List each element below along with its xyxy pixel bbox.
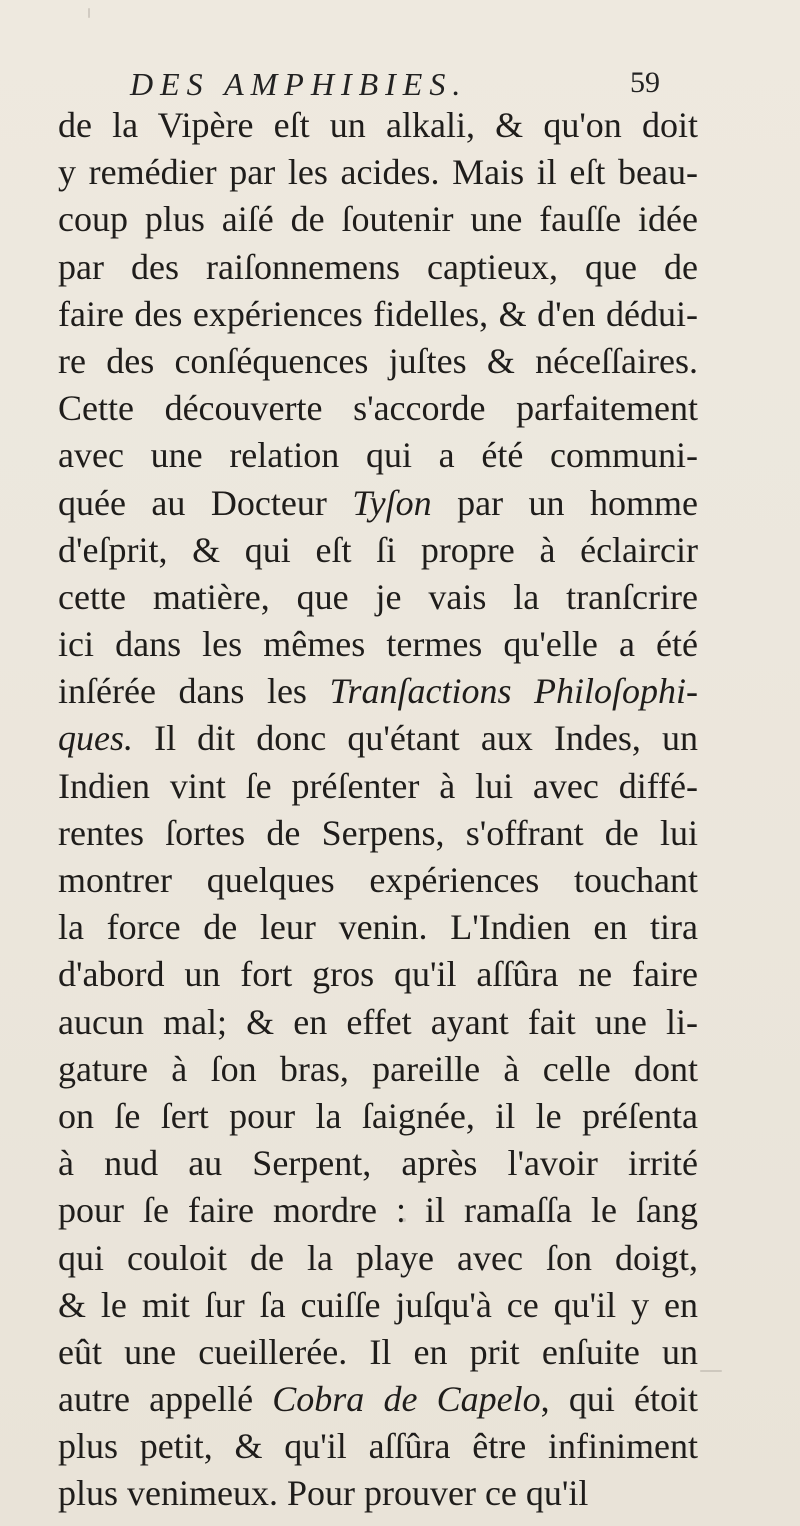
text-line: eût une cueillerée. Il en prit enſuite un xyxy=(58,1331,698,1372)
italic-name-tyson: Tyſon xyxy=(352,482,432,523)
text-line: la force de leur venin. L'Indien en tira xyxy=(58,907,698,948)
text-fragment: inſérée dans les xyxy=(58,671,307,712)
italic-name-cobra: Cobra de Capelo xyxy=(272,1379,541,1420)
body-text xyxy=(58,102,698,1518)
text-line: de la Vipère eſt un alkali, & qu'on doit xyxy=(58,105,698,145)
running-head-title: DES AMPHIBIES. xyxy=(130,66,468,102)
text-line: par des raiſonnemens captieux, que de xyxy=(58,246,698,287)
text-line xyxy=(58,668,698,715)
text-fragment: Il dit donc qu'étant aux Indes, un xyxy=(154,718,699,759)
text-line: & le mit ſur ſa cuiſſe juſqu'à ce qu'il y en xyxy=(58,1284,698,1325)
text-line: rentes ſortes de Serpens, s'offrant de lui xyxy=(58,812,698,853)
text-line: d'eſprit, & qui eſt ſi propre à éclaircir xyxy=(58,529,698,570)
text-line: aucun mal; & en effet ayant fait une li- xyxy=(58,1001,698,1042)
page-number: 59 xyxy=(630,66,660,99)
italic-title-ques: ques. xyxy=(58,718,133,759)
text-fragment: , qui étoit xyxy=(540,1379,698,1420)
text-line xyxy=(58,715,698,762)
text-line: montrer quelques expériences touchant xyxy=(58,860,698,900)
text-line: gature à ſon bras, pareille à celle dont xyxy=(58,1048,698,1089)
text-line: d'abord un fort gros qu'il aſſûra ne faire xyxy=(58,954,698,995)
text-line: ici dans les mêmes termes qu'elle a été xyxy=(58,624,698,665)
text-line: plus petit, & qu'il aſſûra être infiniment xyxy=(58,1426,698,1467)
text-line: re des conſéquences juſtes & néceſſaires. xyxy=(58,340,698,381)
text-line: faire des expériences fidelles, & d'en dédui- xyxy=(58,293,698,334)
text-line: à nud au Serpent, après l'avoir irrité xyxy=(58,1143,698,1184)
text-fragment: quée au Docteur xyxy=(58,482,327,523)
text-line: on ſe ſert pour la ſaignée, il le préſenta xyxy=(58,1095,698,1136)
running-head xyxy=(130,66,660,106)
text-line: coup plus aiſé de ſoutenir une fauſſe idée xyxy=(58,199,698,240)
text-line: avec une relation qui a été communi- xyxy=(58,435,698,476)
text-line: pour ſe faire mordre : il ramaſſa le ſang xyxy=(58,1190,698,1231)
text-line: y remédier par les acides. Mais il eſt beau- xyxy=(58,152,698,193)
text-line: plus venimeux. Pour prouver ce qu'il xyxy=(58,1473,589,1514)
text-line: Cette découverte s'accorde parfaitement xyxy=(58,388,698,429)
text-line: qui couloit de la playe avec ſon doigt, xyxy=(58,1237,698,1278)
italic-title-transactions: Tranſactions Philoſophi- xyxy=(329,671,698,712)
text-fragment: autre appellé xyxy=(58,1379,254,1420)
text-line xyxy=(58,1376,698,1423)
text-line xyxy=(58,480,698,527)
text-line: cette matière, que je vais la tranſcrire xyxy=(58,576,698,617)
text-line: Indien vint ſe préſenter à lui avec diffé- xyxy=(58,765,698,806)
text-fragment: par un homme xyxy=(457,482,698,523)
